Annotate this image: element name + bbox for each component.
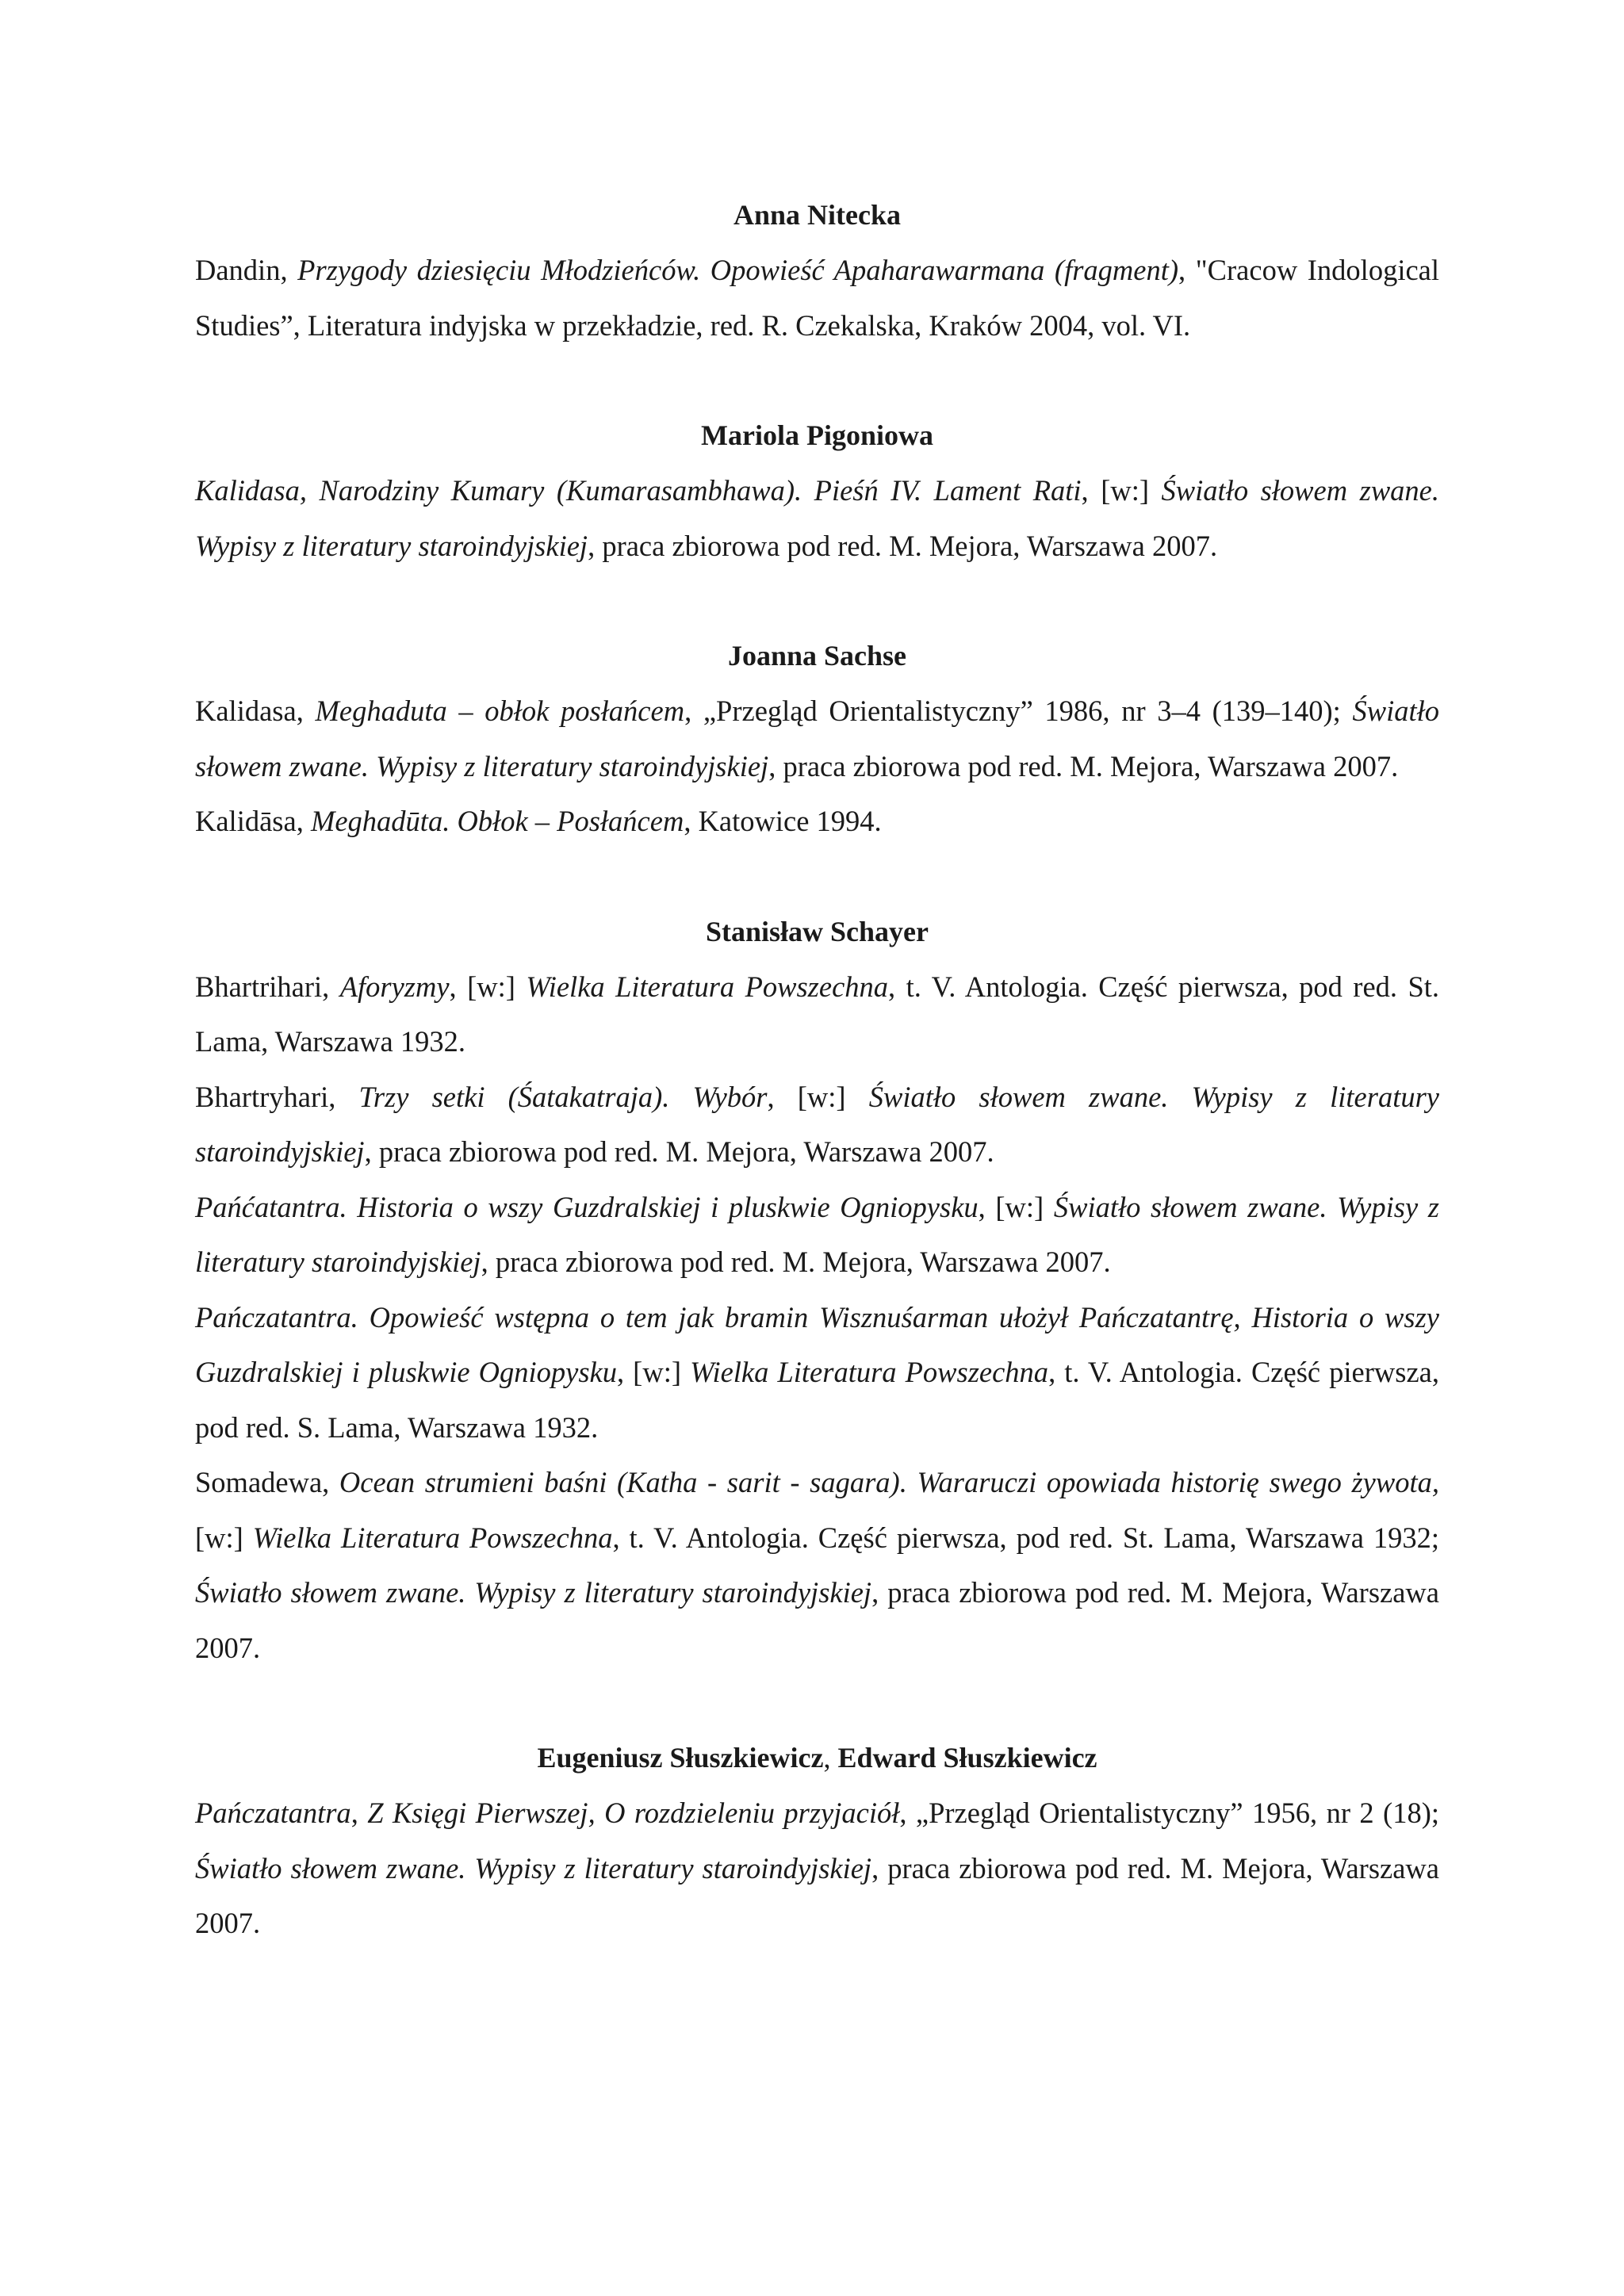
entry-text: Bhartryhari, bbox=[195, 1080, 359, 1113]
entry-text: , t. V. Antologia. Część pierwsza, pod red. S. Lama, Warszawa 1932. bbox=[195, 1356, 1439, 1444]
entry-text: , praca zbiorowa pod red. M. Mejora, Warszawa 2007. bbox=[195, 1851, 1439, 1939]
bibliography-entry bbox=[195, 959, 1439, 1070]
entry-title: Aforyzmy bbox=[339, 970, 450, 1003]
entry-title: Światło słowem zwane. Wypisy z literatury staroindyjskiej bbox=[195, 1851, 872, 1885]
bibliography-entry bbox=[195, 243, 1439, 353]
entry-title: Przygody dziesięciu Młodzieńców. Opowieść Apaharawarmana (fragment) bbox=[297, 254, 1179, 286]
entry-title: Trzy setki (Śatakatraja). Wybór bbox=[358, 1080, 768, 1113]
entry-text: , praca zbiorowa pod red. M. Mejora, Warszawa 2007. bbox=[768, 749, 1399, 783]
bibliography-entry bbox=[195, 1785, 1439, 1951]
entry-title: Meghadūta. Obłok – Posłańcem bbox=[310, 805, 684, 837]
entry-title: Wielka Literatura Powszechna bbox=[526, 970, 889, 1003]
translator-name: Mariola Pigoniowa bbox=[701, 419, 933, 451]
entry-title: Światło słowem zwane. Wypisy z literatury staroindyjskiej bbox=[195, 695, 1439, 783]
entry-text: , t. V. Antologia. Część pierwsza, pod red. St. Lama, Warszawa 1932. bbox=[195, 970, 1440, 1058]
entry-title: Kalidasa, Narodziny Kumary (Kumarasambhawa). Pieśń IV. Lament Rati bbox=[195, 474, 1082, 507]
entry-text: Kalidāsa, bbox=[195, 805, 311, 837]
entry-text: , [w:] bbox=[767, 1080, 869, 1113]
bibliography-entry bbox=[195, 463, 1439, 573]
entry-title: Wielka Literatura Powszechna bbox=[690, 1356, 1049, 1388]
translator-name bbox=[195, 1730, 1439, 1785]
entry-text: Bhartrihari, bbox=[195, 970, 340, 1003]
translator-name-part: Eugeniusz Słuszkiewicz bbox=[537, 1742, 824, 1774]
entry-title: Meghaduta – obłok posłańcem bbox=[315, 695, 685, 727]
translator-name: Anna Nitecka bbox=[733, 199, 901, 231]
translator-separator: , bbox=[823, 1742, 838, 1774]
entry-title: Światło słowem zwane. Wypisy z literatury staroindyjskiej bbox=[195, 1576, 872, 1609]
translator-section bbox=[195, 187, 1439, 353]
entry-text: Dandin, bbox=[195, 254, 298, 286]
entry-text: , bbox=[350, 1797, 368, 1829]
bibliography-entry bbox=[195, 683, 1439, 794]
entry-title: Pańćatantra. Historia o wszy Guzdralskiej i pluskwie Ogniopysku bbox=[195, 1190, 979, 1223]
entry-text: , „Przegląd Orientalistyczny” 1956, nr 2 (18); bbox=[899, 1797, 1439, 1829]
entry-text: , "Cracow Indological Studies”, Literatura indyjska w przekładzie, red. R. Czekalska, Kraków 2004, vol. VI. bbox=[195, 254, 1439, 342]
entry-title: Pańczatantra bbox=[195, 1797, 351, 1829]
bibliography-entry bbox=[195, 1180, 1439, 1290]
translator-name: Joanna Sachse bbox=[727, 640, 907, 672]
entry-title: Ocean strumieni baśni (Katha - sarit - sagara). Wararuczi opowiada historię swego żywota, bbox=[339, 1466, 1439, 1498]
entry-text: , Katowice 1994. bbox=[684, 805, 882, 837]
bibliography-entry bbox=[195, 794, 1439, 849]
entry-title: Wielka Literatura Powszechna bbox=[252, 1521, 613, 1554]
entry-text: , praca zbiorowa pod red. M. Mejora, Warszawa 2007. bbox=[195, 1576, 1439, 1664]
entry-text: , praca zbiorowa pod red. M. Mejora, Warszawa 2007. bbox=[481, 1246, 1111, 1278]
bibliography-entry bbox=[195, 1070, 1439, 1180]
entry-text: , praca zbiorowa pod red. M. Mejora, Warszawa 2007. bbox=[588, 529, 1218, 562]
entry-text: , [w:] bbox=[1081, 474, 1162, 507]
entry-text: , [w:] bbox=[616, 1356, 691, 1388]
entry-title: Pańczatantra. Opowieść wstępna o tem jak bramin Wisznuśarman ułożył Pańczatantrę, Historia o wszy Guzdralskiej i pluskwie Ogniopysku bbox=[195, 1300, 1439, 1388]
translator-name-part: Edward Słuszkiewicz bbox=[837, 1742, 1097, 1774]
translator-name: Stanisław Schayer bbox=[705, 915, 929, 947]
translator-section bbox=[195, 1730, 1439, 1951]
entry-text: Kalidasa, bbox=[195, 695, 316, 727]
bibliography-entry bbox=[195, 1455, 1439, 1675]
entry-text: , praca zbiorowa pod red. M. Mejora, Warszawa 2007. bbox=[364, 1135, 994, 1168]
entry-title: Światło słowem zwane. Wypisy z literatury staroindyjskiej bbox=[195, 1080, 1439, 1168]
entry-text: , [w:] bbox=[449, 970, 527, 1003]
entry-text: , t. V. Antologia. Część pierwsza, pod red. St. Lama, Warszawa 1932; bbox=[612, 1521, 1439, 1554]
translators-list bbox=[195, 187, 1439, 1951]
translator-section bbox=[195, 904, 1439, 1676]
translator-section bbox=[195, 408, 1439, 573]
entry-text: , [w:] bbox=[978, 1190, 1054, 1223]
entry-title: Z Księgi Pierwszej, O rozdzieleniu przyjaciół bbox=[367, 1797, 900, 1829]
entry-text: , „Przegląd Orientalistyczny” 1986, nr 3–4 (139–140); bbox=[684, 695, 1353, 727]
bibliography-entry bbox=[195, 1290, 1439, 1456]
translator-section bbox=[195, 628, 1439, 849]
entry-title: Światło słowem zwane. Wypisy z literatury staroindyjskiej bbox=[195, 474, 1439, 562]
entry-title: Światło słowem zwane. Wypisy z literatury staroindyjskiej bbox=[195, 1190, 1439, 1278]
entry-text: [w:] bbox=[195, 1521, 253, 1554]
entry-text: Somadewa, bbox=[195, 1466, 339, 1498]
